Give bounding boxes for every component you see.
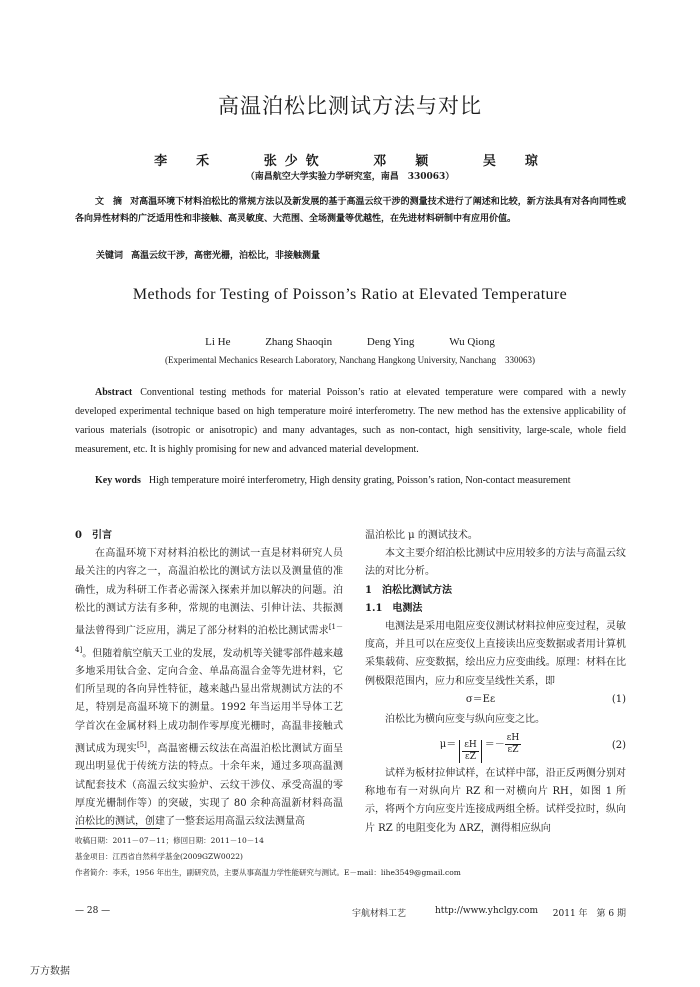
paragraph-poisson-def: 泊松比为横向应变与纵向应变之比。: [385, 713, 545, 725]
section-heading-intro: 0 引言: [75, 530, 112, 541]
journal-name: 宇航材料工艺: [352, 909, 407, 919]
author-cn-2: 张少钦: [263, 154, 327, 169]
author-cn-1: 李 禾: [154, 154, 218, 169]
equation-1-body: σ＝Eε: [465, 693, 496, 705]
equation-2: [365, 729, 626, 765]
equation-2-denominator-2: εZ: [507, 745, 519, 756]
paragraph-specimen: 试样为板材拉伸试样，在试样中部，沿正反两侧分别对称地布有一对纵向片 RZ 和一对横向片 RH，如图 1 所示，将两个方向应变片连接成两组全桥。试样受拉时，纵向片 RZ 的电阻变化为 ΔRZ，测得相应纵向: [365, 768, 626, 834]
abstract-en-text: Conventional testing methods for material Poisson’s ratio at elevated temperature were compared with a newly developed experimental technique based on high temperature moiré interferometry. The new method has the extensive applicability of various materials (isotropic or anisotropic) and many advantages, such as non-contact, high sensitivity, large-scale, whole field measurement, etc. It is highly promising for new and advanced material development.: [75, 387, 626, 455]
issue-info: 2011 年 第 6 期: [552, 909, 626, 919]
equation-2-number: (2): [611, 740, 626, 752]
keywords-cn: [96, 249, 626, 263]
abstract-cn-label: 文 摘: [95, 197, 123, 207]
keywords-en-text: High temperature moiré interferometry, High density grating, Poisson’s ration, Non-contact measurement: [148, 475, 571, 486]
subsection-heading-electrical: 1.1 电测法: [365, 602, 423, 614]
abstract-en: [75, 383, 626, 459]
intro-text-3: ，高温密栅云纹法在高温泊松比测试方面呈现出明显优于传统方法的特点。十余年来，通过多项高温测试配套技术（高温云纹实验炉、云纹干涉仪、承受高温的零厚度光栅制作等）的突破，实现了 80 余种高温新材料高温泊松比的测试，创建了一整套运用高温云纹法测量高: [75, 743, 344, 828]
title-en: Methods for Testing of Poisson’s Ratio at Elevated Temperature: [132, 286, 568, 303]
footnote-bio: 作者简介：李禾，1956 年出生，副研究员，主要从事高温力学性能研究与测试。E－mail：lihe3549@gmail.com: [75, 868, 461, 877]
intro-paragraph: [75, 545, 343, 831]
author-en-3: Deng Ying: [366, 336, 415, 348]
journal-url: http://www.yhclgy.com: [435, 906, 539, 916]
watermark-text: 万方数据: [30, 966, 70, 977]
affiliation-en: (Experimental Mechanics Research Laboratory, Nanchang Hangkong University, Nanchang 330063): [165, 355, 535, 365]
equation-1-number: (1): [611, 693, 626, 705]
continued-text: 温泊松比 μ 的测试技术。: [365, 530, 478, 541]
abstract-en-label: Abstract: [95, 387, 133, 398]
author-en-4: Wu Qiong: [449, 336, 495, 348]
footnote-rule: [75, 828, 160, 829]
abstract-cn: [75, 194, 626, 228]
citation-1: [1－4]: [75, 623, 343, 654]
author-cn-4: 吴 琼: [482, 154, 546, 169]
footnote-fund: 基金项目：江西省自然科学基金(2009GZW0022): [75, 852, 243, 861]
right-column: [365, 527, 626, 838]
abstract-cn-text: 对高温环境下材料泊松比的常规方法以及新发展的基于高温云纹干涉的测量技术进行了阐述和比较，新方法具有对各向同性或各向异性材料的广泛适用性和非接触、高灵敏度、大范围、全场测量等优越性，在先进材料研制中有应用价值。: [75, 197, 626, 224]
page-number: — 28 —: [75, 906, 111, 916]
keywords-cn-text: 高温云纹干涉，高密光栅，泊松比，非接触测量: [131, 251, 321, 261]
footnotes: [75, 833, 626, 881]
intro-text-1: 在高温环境下对材料泊松比的测试一直是材料研究人员最关注的内容之一，高温泊松比的测试方法以及测量值的准确性，成为科研工作者必需深入探索并加以解决的问题。泊松比的测试方法有多种，常规的电测法、引伸计法、共振测量法曾得到广泛应用，满足了部分材料的泊松比测试需求: [75, 548, 343, 637]
title-cn: 高温泊松比测试方法与对比: [218, 94, 482, 118]
keywords-en-label: Key words: [95, 475, 141, 486]
authors-cn: [0, 150, 700, 169]
affiliation-cn: （南昌航空大学实验力学研究室，南昌 330063）: [245, 172, 455, 182]
citation-2: [5]: [136, 740, 147, 749]
section-heading-methods: 1 泊松比测试方法: [365, 584, 452, 596]
equation-1: [365, 691, 626, 711]
author-en-2: Zhang Shaoqin: [265, 336, 333, 348]
author-en-1: Li He: [205, 336, 231, 348]
equation-2-mid: ＝－: [484, 739, 505, 751]
author-cn-3: 邓 颖: [373, 154, 437, 169]
equation-2-numerator-2: εH: [506, 733, 520, 744]
equation-2-lhs: μ＝: [439, 739, 457, 751]
page-footer: [75, 906, 626, 920]
equation-2-numerator-1: εH: [464, 740, 477, 751]
footnote-received: 收稿日期：2011－07－11；修回日期：2011－10－14: [75, 836, 264, 845]
left-column: [75, 527, 343, 831]
keywords-en: [75, 471, 626, 490]
paragraph-overview: 本文主要介绍泊松比测试中应用较多的方法与高温云纹法的对比分析。: [365, 548, 626, 578]
keywords-cn-label: 关键词: [96, 251, 124, 261]
authors-en: [0, 336, 700, 348]
equation-2-denominator-1: εZ: [465, 752, 476, 763]
paragraph-electrical: 电测法是采用电阻应变仪测试材料拉伸应变过程，灵敏度高，并且可以在应变仪上直接读出应变数据或者用计算机采集载荷、应变数据，绘出应力应变曲线。原理：材料在比例极限范围内，应力和应变呈线性关系，即: [365, 621, 626, 687]
intro-text-2: 。但随着航空航天工业的发展，发动机等关键零部件越来越多地采用钛合金、定向合金、单晶高温合金等先进材料，它们所呈现的各向异性特征，越来越凸显出常规测试方法的不足，特别是高温环境下的测量。1992 年当运用半导体工艺学首次在金属材料上成功制作零厚度光栅时，高温非接触式测试成为现实: [75, 647, 343, 755]
